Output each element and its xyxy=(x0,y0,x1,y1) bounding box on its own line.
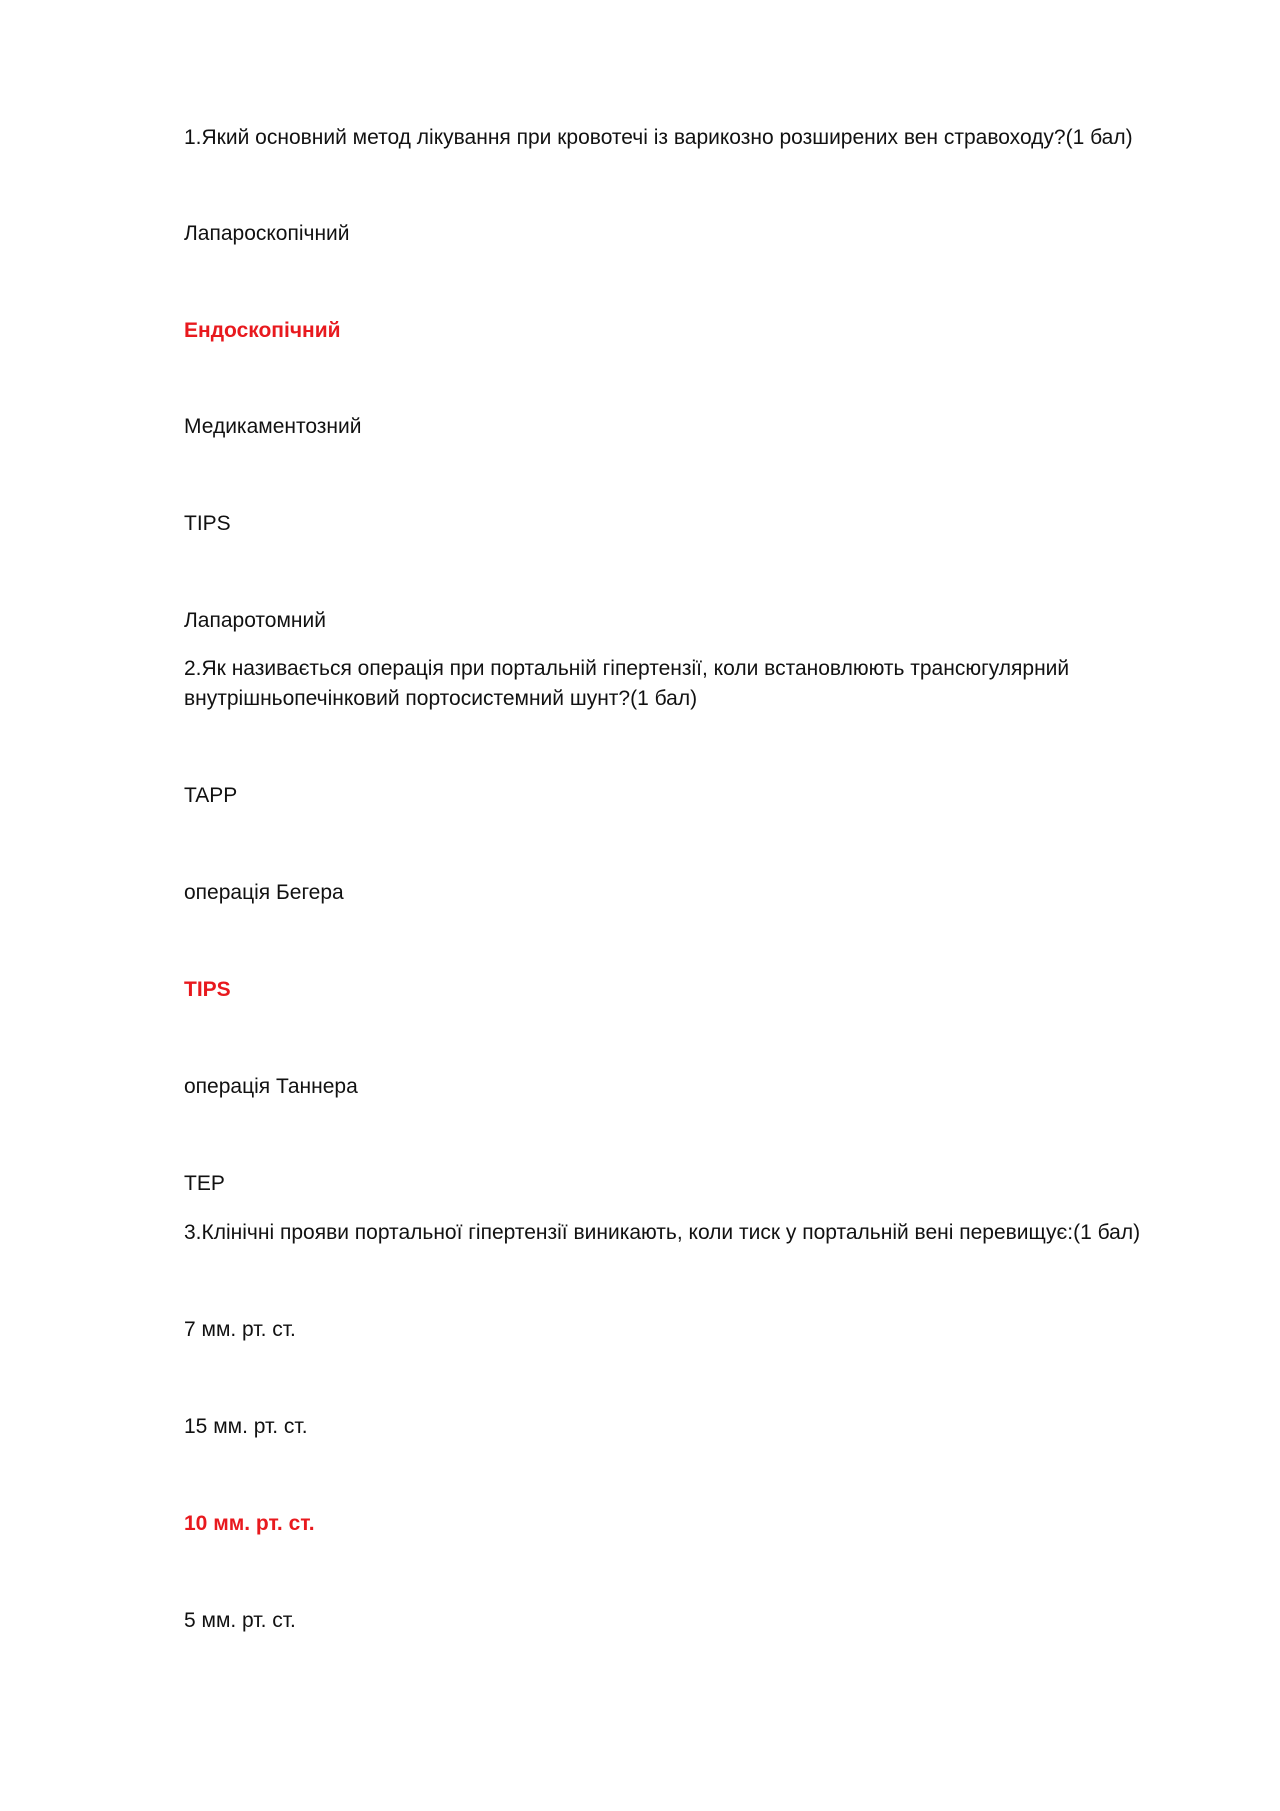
question-2: 2.Як називається операція при портальній гіпертензії, коли встановлюють трансюгулярний внутрішньопечінковий портосистемний шунт?(1 бал) xyxy=(184,657,1070,710)
q1-option-1: Лапароскопічний xyxy=(184,222,350,245)
q2-option-5: TEP xyxy=(184,1172,225,1195)
q3-option-1: 7 мм. рт. ст. xyxy=(184,1318,296,1341)
q1-option-4: TIPS xyxy=(184,512,231,535)
q2-option-1: TAPP xyxy=(184,784,238,807)
question-1: 1.Який основний метод лікування при кровотечі із варикозно розширених вен стравоходу?(1 бал) xyxy=(184,126,1133,149)
q3-option-3-correct: 10 мм. рт. ст. xyxy=(184,1512,315,1535)
q1-option-3: Медикаментозний xyxy=(184,415,362,438)
question-3: 3.Клінічні прояви портальної гіпертензії виникають, коли тиск у портальній вені перевищує:(1 бал) xyxy=(184,1221,1141,1244)
q2-option-2: операція Бегера xyxy=(184,881,344,904)
q3-option-4: 5 мм. рт. ст. xyxy=(184,1609,296,1632)
q1-option-2-correct: Ендоскопічний xyxy=(184,319,341,342)
q2-option-3-correct: TIPS xyxy=(184,978,231,1001)
q1-option-5: Лапаротомний xyxy=(184,609,326,632)
q2-option-4: операція Таннера xyxy=(184,1075,358,1098)
document-page xyxy=(184,0,1184,1811)
q3-option-2: 15 мм. рт. ст. xyxy=(184,1415,308,1438)
